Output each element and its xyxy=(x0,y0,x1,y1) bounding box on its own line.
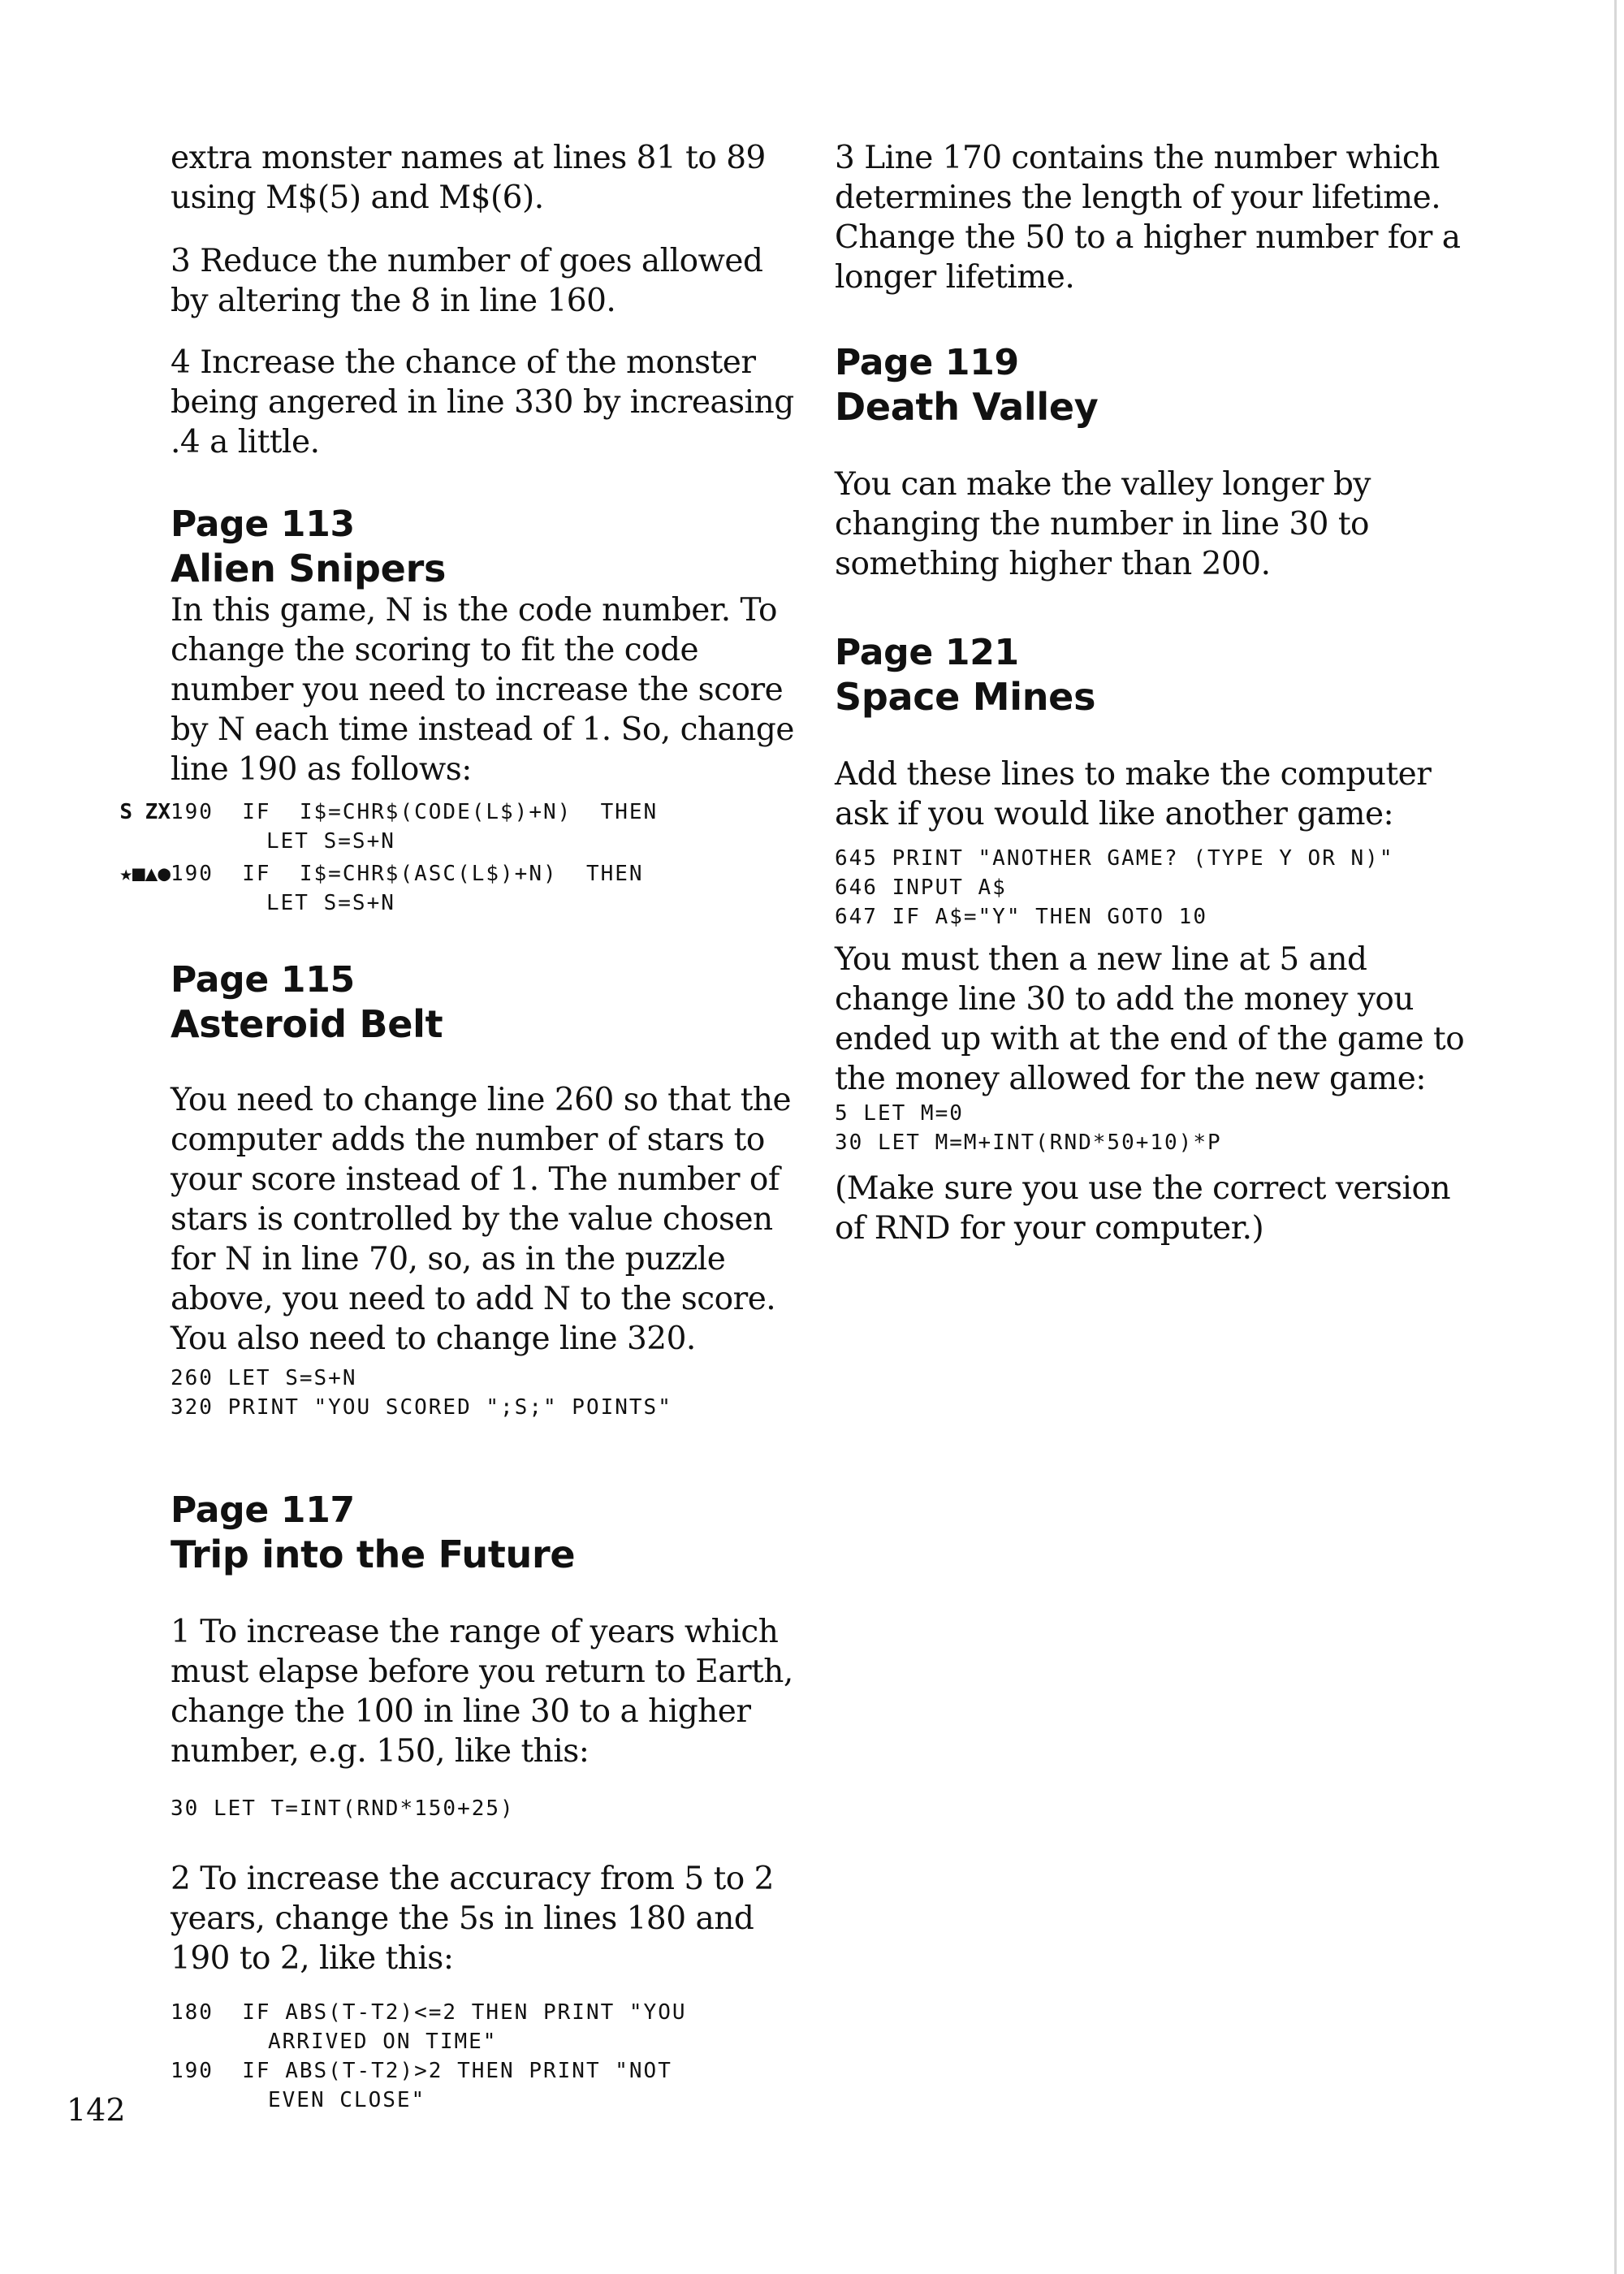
section-space-mines xyxy=(835,631,1484,1248)
code-line: 320 PRINT "YOU SCORED ";S;" POINTS" xyxy=(171,1395,672,1420)
tip-item-4 xyxy=(171,343,804,462)
tip-item-3-right-text: 3 Line 170 contains the number which determines the length of your lifetime. Change the 50 to a higher number for a longer lifetime. xyxy=(835,140,1461,296)
section-title: Asteroid Belt xyxy=(171,1002,443,1046)
code-line: 30 LET T=INT(RND*150+25) xyxy=(171,1796,515,1821)
tip-item-3 xyxy=(171,241,804,321)
section-body: You can make the valley longer by changing the number in line 30 to something higher than 200. xyxy=(835,466,1371,582)
section-title: Death Valley xyxy=(835,385,1099,429)
code-line: 190 IF I$=CHR$(CODE(L$)+N) THEN xyxy=(171,800,659,824)
section-page-ref: Page 115 xyxy=(171,959,355,1001)
section-death-valley xyxy=(835,341,1484,584)
platform-label-zx: S ZX xyxy=(119,800,171,824)
platform-symbols-icon: ★■▲● xyxy=(119,862,171,886)
tip-item-3-right xyxy=(835,138,1484,297)
code-line: EVEN CLOSE" xyxy=(268,2088,426,2112)
code-line: LET S=S+N xyxy=(266,891,395,915)
section-title: Alien Snipers xyxy=(171,547,447,590)
code-line: 180 IF ABS(T-T2)<=2 THEN PRINT "YOU xyxy=(171,2000,687,2025)
page-number: 142 xyxy=(67,2092,126,2128)
code-line: 190 IF I$=CHR$(ASC(L$)+N) THEN xyxy=(171,862,644,886)
code-line: 5 LET M=0 xyxy=(835,1101,964,1126)
section-body: Add these lines to make the computer ask if you would like another game: xyxy=(835,756,1432,832)
continued-paragraph xyxy=(171,138,804,218)
code-line: 260 LET S=S+N xyxy=(171,1366,357,1390)
code-line: 190 IF ABS(T-T2)>2 THEN PRINT "NOT xyxy=(171,2059,672,2083)
tip-item-2-text: 2 To increase the accuracy from 5 to 2 years, change the 5s in lines 180 and 190 to 2, like this: xyxy=(171,1861,774,1977)
code-line: 30 LET M=M+INT(RND*50+10)*P xyxy=(835,1131,1222,1155)
tip-item-3-text: 3 Reduce the number of goes allowed by altering the 8 in line 160. xyxy=(171,243,763,319)
section-alien-snipers xyxy=(119,503,804,918)
tip-item-1-text: 1 To increase the range of years which must elapse before you return to Earth, change the 100 in line 30 to a higher number, e.g. 150, like this: xyxy=(171,1614,793,1770)
code-listing xyxy=(171,1998,804,2115)
section-note: (Make sure you use the correct version of RND for your computer.) xyxy=(835,1170,1451,1247)
section-body: You need to change line 260 so that the computer adds the number of stars to your score instead of 1. The number of stars is controlled by the value chosen for N in line 70, so, as in the puzzle above, you need to add N to the score. You also need to change line 320. xyxy=(171,1082,792,1357)
code-line: 647 IF A$="Y" THEN GOTO 10 xyxy=(835,905,1207,929)
section-title: Space Mines xyxy=(835,675,1096,719)
code-line: 646 INPUT A$ xyxy=(835,875,1007,900)
code-listing xyxy=(835,844,1484,932)
code-line: ARRIVED ON TIME" xyxy=(268,2030,498,2054)
page-binding-edge xyxy=(1614,0,1617,2274)
section-page-ref: Page 117 xyxy=(171,1489,355,1531)
code-line: LET S=S+N xyxy=(266,829,395,854)
section-page-ref: Page 121 xyxy=(835,632,1019,673)
code-line: 645 PRINT "ANOTHER GAME? (TYPE Y OR N)" xyxy=(835,846,1394,871)
section-trip-into-future xyxy=(171,1489,804,2115)
section-page-ref: Page 113 xyxy=(171,504,355,545)
section-title: Trip into the Future xyxy=(171,1533,576,1576)
code-listing xyxy=(835,1099,1484,1157)
section-asteroid-belt xyxy=(171,958,804,1422)
code-listing xyxy=(171,1364,804,1422)
code-listing-zx xyxy=(119,798,804,856)
continued-text: extra monster names at lines 81 to 89 using M$(5) and M$(6). xyxy=(171,140,766,216)
section-body: You must then a new line at 5 and change line 30 to add the money you ended up with at the end of the game to the money allowed for the new game: xyxy=(835,941,1465,1097)
code-listing-other xyxy=(119,859,804,918)
section-page-ref: Page 119 xyxy=(835,342,1019,383)
section-body: In this game, N is the code number. To change the scoring to fit the code number you need to increase the score by N each time instead of 1. So, change line 190 as follows: xyxy=(171,592,794,788)
tip-item-4-text: 4 Increase the chance of the monster being angered in line 330 by increasing .4 a little. xyxy=(171,344,794,460)
